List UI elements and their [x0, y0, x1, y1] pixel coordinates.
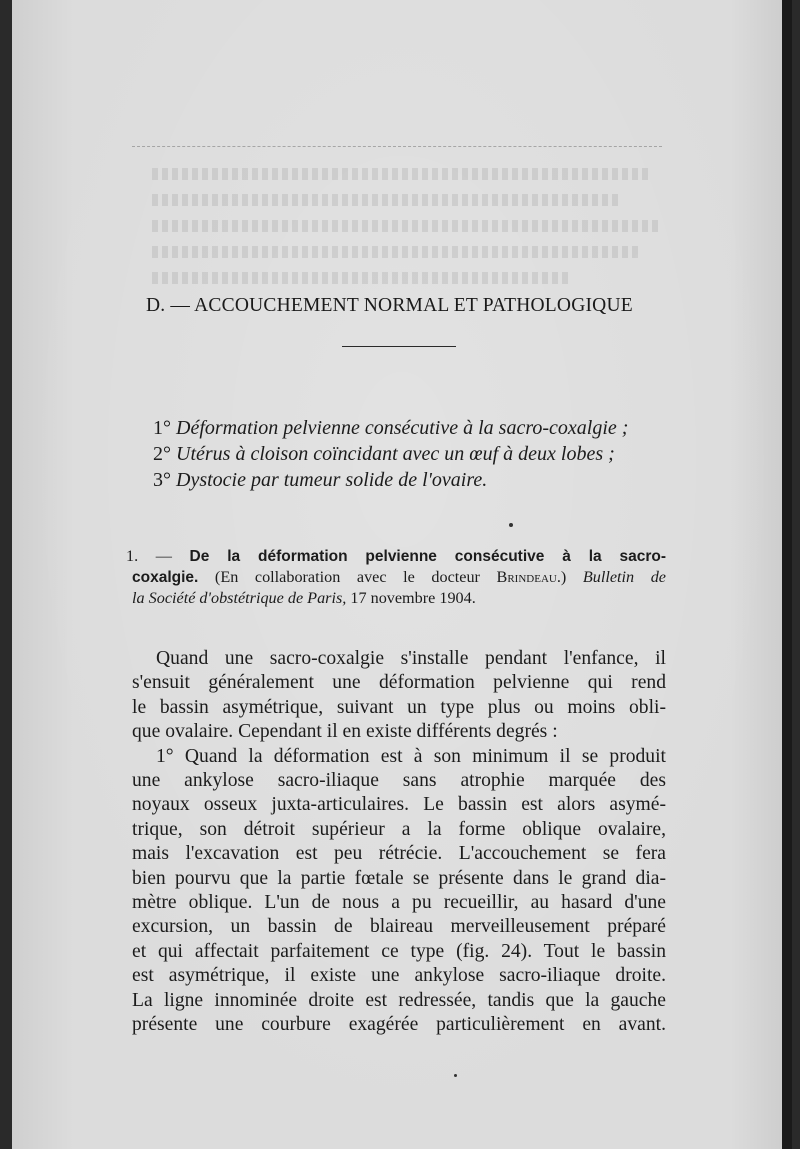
- body-line: mètre oblique. L'un de nous a pu recueillir, au hasard d'une: [132, 892, 666, 914]
- journal-name-end: la Société d'obstétrique de Paris,: [132, 589, 347, 607]
- body-line: présente une courbure exagérée particulièrement en avant.: [132, 1014, 666, 1036]
- entry-collaboration-end: .): [556, 568, 583, 586]
- body-line: s'ensuit généralement une déformation pelvienne qui rend: [132, 672, 666, 694]
- body-paragraphs: [132, 647, 666, 1038]
- body-line: une ankylose sacro-iliaque sans atrophie marquée des: [132, 770, 666, 792]
- body-line: Quand une sacro-coxalgie s'installe pendant l'enfance, il: [156, 648, 666, 669]
- bibliography-entry: [126, 546, 667, 609]
- bleed-through-text: [152, 168, 672, 288]
- body-line: que ovalaire. Cependant il en existe différents degrés :: [132, 721, 558, 743]
- contents-item: [153, 467, 683, 493]
- body-line: et qui affectait parfaitement ce type (fig. 24). Tout le bassin: [132, 940, 666, 962]
- body-line: excursion, un bassin de blaireau merveilleusement préparé: [132, 916, 666, 938]
- contents-item-number: 1°: [153, 417, 171, 439]
- body-line: noyaux osseux juxta-articulaires. Le bassin est alors asymé-: [132, 794, 666, 816]
- contents-item-text: Déformation pelvienne consécutive à la sacro-coxalgie ;: [176, 417, 629, 439]
- collaborator-name: Brindeau: [496, 568, 557, 586]
- page-edge-shadow: [782, 0, 792, 1149]
- speck: [509, 523, 513, 527]
- body-line: mais l'excavation est peu rétrécie. L'accouchement se fera: [132, 843, 666, 865]
- entry-line: [132, 588, 666, 609]
- entry-title-end: coxalgie.: [132, 569, 199, 586]
- document-page: [12, 0, 792, 1149]
- entry-line: [132, 567, 666, 588]
- section-title: D. — ACCOUCHEMENT NORMAL ET PATHOLOGIQUE: [146, 295, 633, 316]
- entry-date: 17 novembre 1904.: [346, 589, 476, 607]
- contents-item-number: 2°: [153, 443, 171, 465]
- body-line: trique, son détroit supérieur a la forme oblique ovalaire,: [132, 818, 666, 840]
- bleed-through-rule: [132, 146, 662, 147]
- body-line: La ligne innominée droite est redressée, tandis que la gauche: [132, 989, 666, 1011]
- entry-collaboration: (En collaboration avec le docteur: [198, 568, 497, 586]
- entry-line: [126, 546, 667, 567]
- contents-item: [153, 415, 683, 441]
- body-line: est asymétrique, il existe une ankylose sacro-iliaque droite.: [132, 965, 666, 987]
- title-divider: [342, 346, 456, 347]
- entry-title: De la déformation pelvienne consécutive à la sacro-: [189, 548, 667, 565]
- contents-item-text: Utérus à cloison coïncidant avec un œuf à deux lobes ;: [176, 443, 615, 465]
- contents-item: [153, 441, 683, 467]
- contents-item-number: 3°: [153, 469, 171, 491]
- speck: [454, 1074, 457, 1077]
- entry-number: 1. —: [126, 547, 172, 565]
- body-line: 1° Quand la déformation est à son minimum il se produit: [156, 745, 666, 767]
- journal-name: Bulletin de: [582, 568, 666, 586]
- contents-item-text: Dystocie par tumeur solide de l'ovaire.: [176, 469, 488, 491]
- body-line: le bassin asymétrique, suivant un type plus ou moins obli-: [132, 696, 666, 718]
- body-line: bien pourvu que la partie fœtale se présente dans le grand dia-: [132, 867, 666, 889]
- contents-list: [153, 415, 683, 493]
